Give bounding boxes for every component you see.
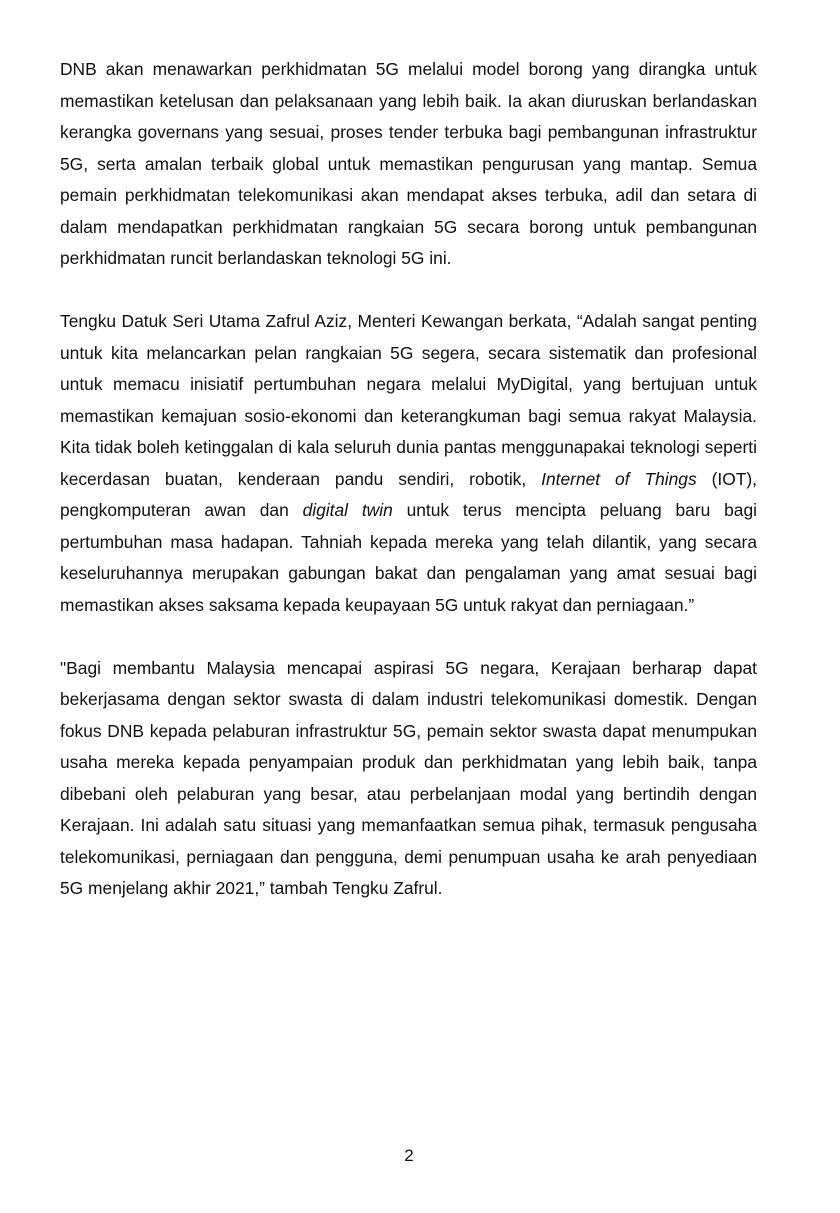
- paragraph-minister-quote: [60, 306, 757, 621]
- quote-italic-iot: Internet of Things: [541, 468, 697, 489]
- paragraph-dnb-wholesale: DNB akan menawarkan perkhidmatan 5G melalui model borong yang dirangka untuk memastikan ketelusan dan pelaksanaan yang lebih baik. Ia akan diuruskan berlandaskan kerangka governans yang sesuai, proses tender terbuka bagi pembangunan infrastruktur 5G, serta amalan terbaik global untuk memastikan pengurusan yang mantap. Semua pemain perkhidmatan telekomunikasi akan mendapat akses terbuka, adil dan setara di dalam mendapatkan perkhidmatan rangkaian 5G secara borong untuk pembangunan perkhidmatan runcit berlandaskan teknologi 5G ini.: [60, 59, 757, 268]
- document-body: [60, 54, 757, 936]
- page-number: 2: [404, 1146, 414, 1165]
- quote-text-part-3: untuk terus mencipta peluang baru bagi pertumbuhan masa hadapan. Tahniah kepada mereka yang telah dilantik, yang secara keseluruhannya merupakan gabungan bakat dan pengalaman yang amat sesuai bagi memastikan akses saksama kepada keupayaan 5G untuk rakyat dan perniagaan.”: [60, 500, 757, 615]
- quote-italic-digital-twin: digital twin: [302, 500, 393, 520]
- quote-text-part-1: Tengku Datuk Seri Utama Zafrul Aziz, Menteri Kewangan berkata, “Adalah sangat penting untuk kita melancarkan pelan rangkaian 5G segera, secara sistematik dan profesional untuk memacu inisiatif pertumbuhan negara melalui MyDigital, yang bertujuan untuk memastikan kemajuan sosio-ekonomi dan keterangkuman bagi semua rakyat Malaysia. Kita tidak boleh ketinggalan di kala seluruh dunia pantas menggunapakai teknologi seperti kecerdasan buatan, kenderaan pandu sendiri, robotik,: [60, 311, 757, 489]
- quote-text-part-2: (IOT), pengkomputeran awan dan: [60, 468, 757, 520]
- paragraph-government-collaboration: "Bagi membantu Malaysia mencapai aspirasi 5G negara, Kerajaan berharap dapat bekerjasama dengan sektor swasta di dalam industri telekomunikasi domestik. Dengan fokus DNB kepada pelaburan infrastruktur 5G, pemain sektor swasta dapat menumpukan usaha mereka kepada penyampaian produk dan perkhidmatan yang lebih baik, tanpa dibebani oleh pelaburan yang besar, atau perbelanjaan modal yang bertindih dengan Kerajaan. Ini adalah satu situasi yang memanfaatkan semua pihak, termasuk pengusaha telekomunikasi, perniagaan dan pengguna, demi penumpuan usaha ke arah penyediaan 5G menjelang akhir 2021,” tambah Tengku Zafrul.: [60, 657, 757, 898]
